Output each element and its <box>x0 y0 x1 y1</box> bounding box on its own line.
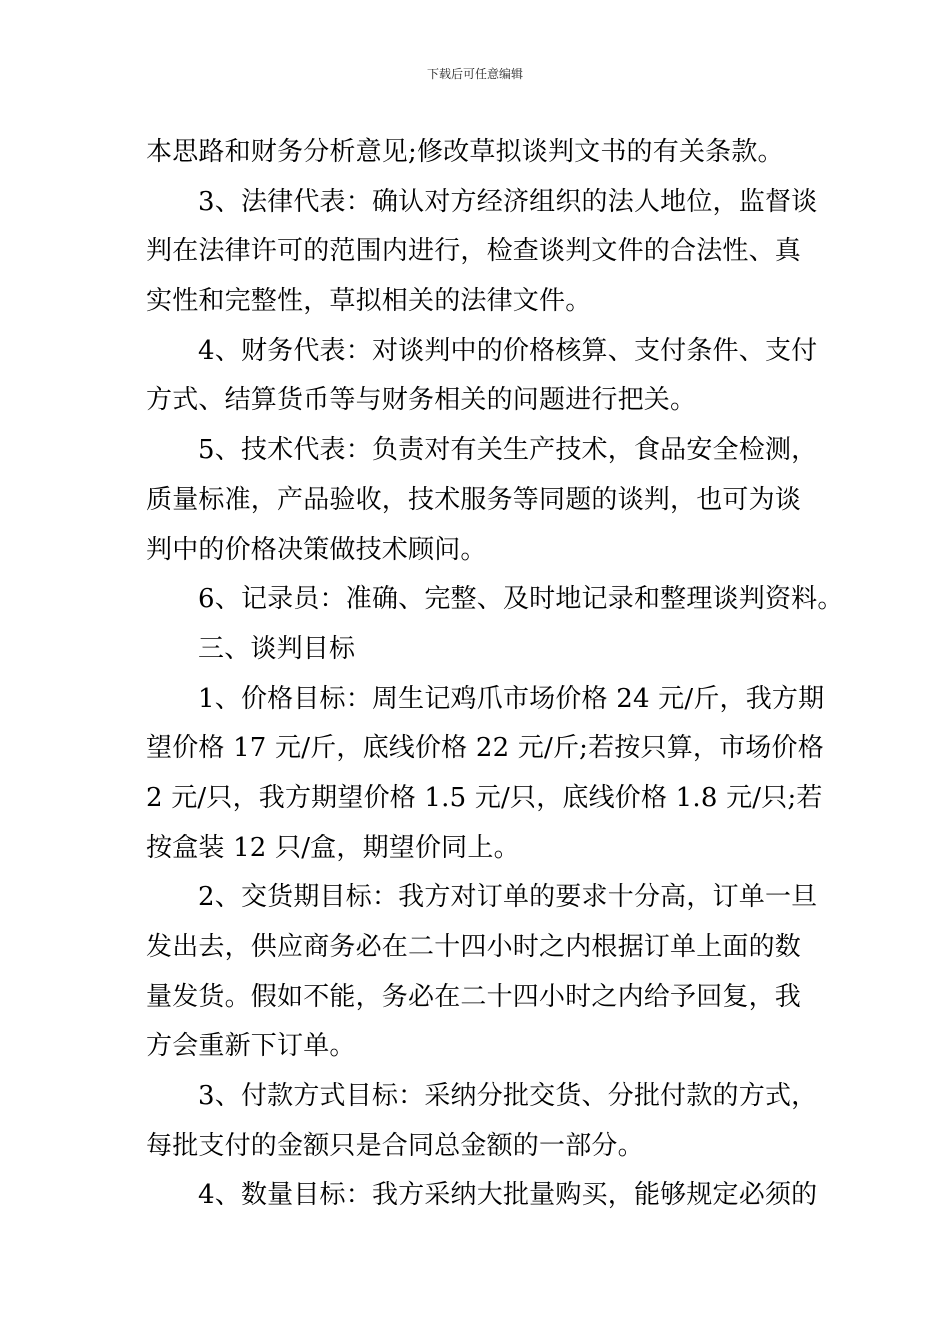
text-line: 3、法律代表：确认对方经济组织的法人地位，监督谈 <box>198 186 818 217</box>
text-line: 每批支付的金额只是合同总金额的一部分。 <box>146 1130 644 1161</box>
text-line: 方式、结算货币等与财务相关的问题进行把关。 <box>146 385 697 416</box>
page-header: 下载后可任意编辑 <box>426 67 523 81</box>
text-line: 量发货。假如不能，务必在二十四小时之内给予回复，我 <box>146 981 802 1012</box>
text-line: 5、技术代表：负责对有关生产技术，食品安全检测， <box>198 435 818 466</box>
text-line: 方会重新下订单。 <box>146 1031 356 1062</box>
text-line: 2、交货期目标：我方对订单的要求十分高，订单一旦 <box>198 882 818 913</box>
text-line: 3、付款方式目标：采纳分批交货、分批付款的方式， <box>198 1081 818 1112</box>
text-line: 判中的价格决策做技术顾问。 <box>146 534 487 565</box>
text-line: 判在法律许可的范围内进行，检查谈判文件的合法性、真 <box>146 236 802 267</box>
text-line: 1、价格目标：周生记鸡爪市场价格 24 元/斤，我方期 <box>198 683 825 714</box>
text-line: 2 元/只，我方期望价格 1.5 元/只，底线价格 1.8 元/只;若 <box>146 782 823 813</box>
text-line: 本思路和财务分析意见;修改草拟谈判文书的有关条款。 <box>146 137 784 167</box>
section-heading: 三、谈判目标 <box>198 633 356 664</box>
text-line: 质量标准，产品验收，技术服务等同题的谈判，也可为谈 <box>146 484 802 515</box>
text-line: 4、财务代表：对谈判中的价格核算、支付条件、支付 <box>198 335 818 366</box>
text-line: 发出去，供应商务必在二十四小时之内根据订单上面的数 <box>146 932 802 962</box>
text-line: 按盒装 12 只/盒，期望价同上。 <box>146 832 520 863</box>
text-line: 实性和完整性，草拟相关的法律文件。 <box>146 286 592 317</box>
text-line: 望价格 17 元/斤，底线价格 22 元/斤;若按只算，市场价格 <box>146 733 824 764</box>
text-line: 6、记录员：准确、完整、及时地记录和整理谈判资料。 <box>198 584 844 615</box>
document-body <box>146 128 844 1221</box>
text-line: 4、数量目标：我方采纳大批量购买，能够规定必须的 <box>198 1180 818 1211</box>
